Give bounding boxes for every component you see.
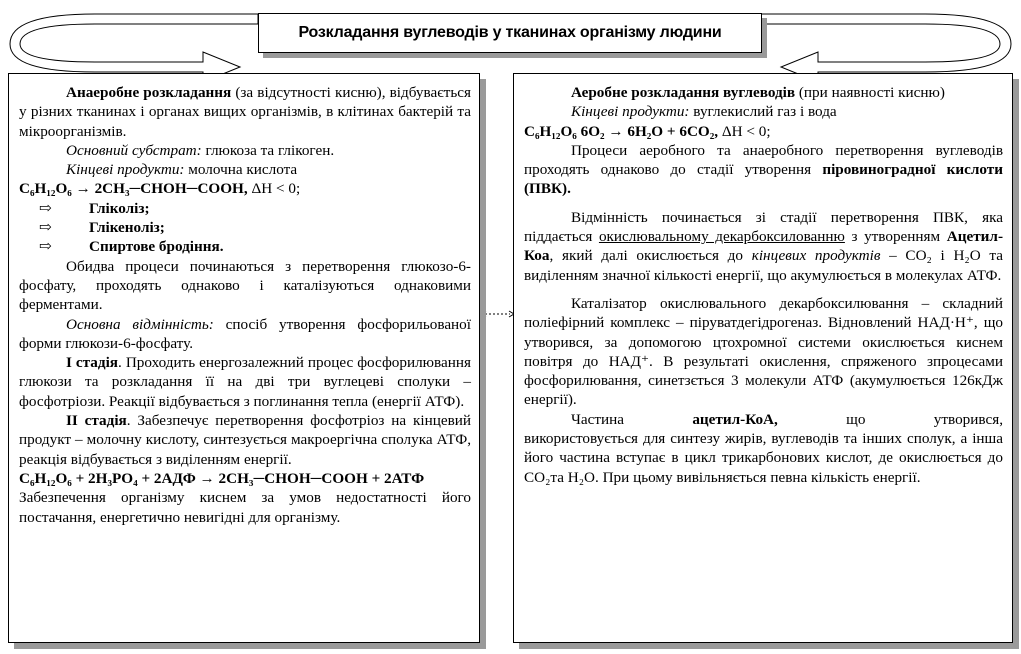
acetyl-word-1: Частина: [571, 410, 624, 428]
diff-text-1: Відмінність починається зі стадії перетворення ПВК, яка піддається: [524, 208, 1003, 246]
aerobic-intro-text: (при наявності кисню): [795, 84, 945, 101]
products-value: вуглекислий газ і вода: [689, 103, 837, 121]
products-line: [524, 102, 1003, 121]
main-diff-label: Основна відмінність:: [66, 315, 214, 333]
aerobic-heading: Аеробне розкладання вуглеводів: [571, 84, 796, 101]
difference-paragraph: [524, 208, 1003, 285]
list-item-label: Глікеноліз;: [89, 219, 165, 237]
arrow-right-icon: ⇨: [39, 238, 52, 256]
processes-paragraph: [524, 141, 1003, 199]
acetyl-paragraph: використовується для синтезу жирів, вуглеводів та інших сполук, а інша його частина вступає в цикл трикарбонових кислот, де окислюється до CO₂та H₂O. При цьому вивільняється певна кількість енергії.: [524, 430, 1003, 486]
right-curved-arrow: [760, 14, 1011, 82]
aerobic-panel: [513, 73, 1013, 643]
formula-anaerobic-tail: ΔH < 0;: [247, 180, 301, 198]
anaerobic-heading: Анаеробне розкладання: [66, 84, 232, 101]
arrow-right-icon: ⇨: [39, 219, 52, 237]
formula-anaerobic: [19, 179, 471, 198]
anaerobic-intro-text: (за відсутності кисню), відбувається у різних тканинах і органах вищих організмів, в клітинах бактерій та мікроорганізмів.: [19, 84, 471, 140]
acetyl-word-3: що: [846, 410, 866, 428]
stage-1-label: І стадія: [66, 354, 119, 372]
aerobic-intro: [524, 83, 1003, 102]
products-label: Кінцеві продукти:: [571, 103, 690, 121]
stage-1: [19, 353, 471, 411]
diff-text-2: з утворенням: [844, 228, 947, 246]
diagram-title: [258, 13, 762, 53]
list-item-label: Спиртове бродіння.: [89, 238, 224, 256]
products-value: молочна кислота: [184, 161, 298, 179]
main-difference: [19, 315, 471, 354]
anaerobic-intro: [19, 83, 471, 141]
processes-text: Процеси аеробного та анаеробного перетворення вуглеводів проходять однаково до стадії утворення: [524, 141, 1003, 179]
acetyl-coa-term: Ацетил-Коа: [524, 228, 1003, 265]
formula-aerobic-main: C₆H₁₂O₆ 6O₂ → 6H₂O + 6CO₂,: [524, 122, 719, 140]
conclusion: Забезпечення організму киснем за умов недостатності його постачання, енергетично невигідні для організму.: [19, 489, 471, 526]
formula-anaerobic-main: C₆H₁₂O₆ → 2CH₃─CHOH─COOH,: [19, 180, 248, 198]
products-label: Кінцеві продукти:: [66, 161, 185, 179]
list-item: [19, 237, 471, 256]
stage-2-text: . Забезпечує перетворення фосфотріоз на кінцевий продукт – молочну кислоту, синтезується макроергічна сполука АТФ, реакція відбувається з виділенням енергії.: [19, 412, 471, 468]
acetyl-line: [524, 410, 1003, 429]
title-text: Розкладання вуглеводів у тканинах організму людини: [298, 24, 722, 41]
substrate-label: Основний субстрат:: [66, 141, 202, 159]
stage-2: [19, 411, 471, 469]
catalyst-paragraph: Каталізатор окислювального декарбоксилювання – складний поліефірний комплекс – піруватдегідрогеназ. Відновлений НАД·Н⁺, що утворився, за допомогою цтохромної системи окислюється киснем повітря до НАД⁺. В результаті окислення, спряженого зпроцесами фосфорилювання, синетзється 3 молекули АТФ (акумулюється 126кДж енергії).: [524, 294, 1003, 409]
pvk-term: піровиноградної кислоти (ПВК).: [524, 161, 1004, 198]
substrate-line: [19, 141, 471, 160]
list-item-label: Гліколіз;: [89, 199, 150, 217]
arrow-right-icon: ⇨: [39, 199, 52, 217]
stage-1-text: . Проходить енергозалежний процес фосфорилювання глюкози та розкладання її на дві три вуглецеві сполуки – фосфотріози. Реакції відбувається з поглинання тепла (енергії АТФ).: [19, 354, 471, 410]
diff-text-3: , який далі окислюється до: [549, 247, 752, 265]
products-line: [19, 160, 471, 179]
both-processes: Обидва процеси починаються з перетворення глюкозо-6-фосфату, проходять однаково і каталізуються однаковими ферментами.: [19, 257, 471, 314]
decarboxylation-term: окислювальному декарбоксилованню: [598, 228, 845, 246]
list-item: [19, 218, 471, 237]
diff-text-4: – CO₂ і H₂O та виділенням значної кількості енергії, що акумулюється в молекулах АТФ.: [524, 247, 1003, 284]
formula-glycolysis: C₆H₁₂O₆ + 2H₃PO₄ + 2АДФ → 2CH₃─CHOH─COOH + 2АТФ: [19, 469, 425, 487]
end-products-term: кінцевих продуктів: [751, 247, 881, 265]
list-item: [19, 199, 471, 218]
formula-aerobic: [524, 122, 1003, 141]
acetyl-word-4: утворився,: [933, 410, 1003, 428]
acetyl-word-2: ацетил-КоА,: [692, 410, 778, 428]
main-diff-value: спосіб утворення фосфорильованої форми глюкози-6-фосфату.: [19, 315, 471, 352]
substrate-value: глюкоза та глікоген.: [201, 141, 335, 159]
formula-aerobic-tail: ΔH < 0;: [718, 122, 771, 140]
stage-2-label: ІІ стадія: [66, 412, 127, 430]
left-curved-arrow: [10, 14, 258, 82]
anaerobic-panel: [8, 73, 480, 643]
